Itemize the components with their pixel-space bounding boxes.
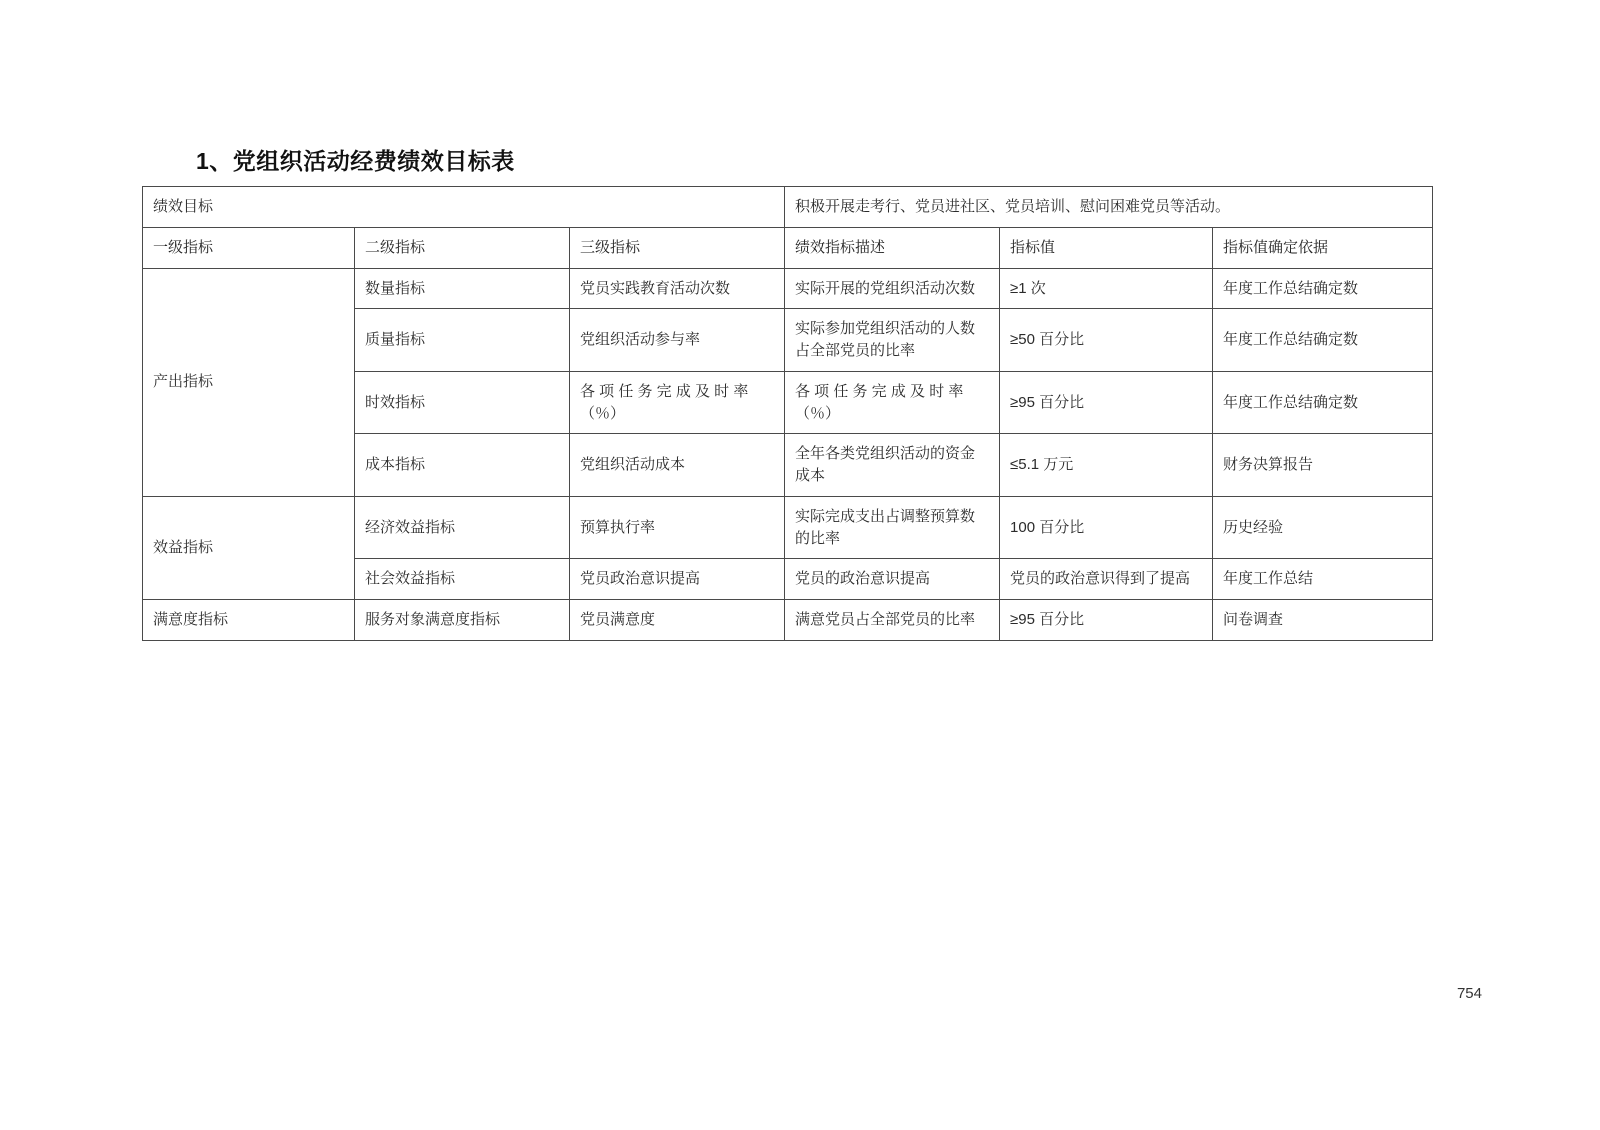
description-cell: 党员的政治意识提高	[785, 559, 1000, 600]
basis-cell: 年度工作总结确定数	[1213, 371, 1433, 434]
level3-cell: 党员满意度	[570, 600, 785, 641]
basis-cell: 年度工作总结	[1213, 559, 1433, 600]
value-cell: ≥1 次	[1000, 268, 1213, 309]
level2-cell: 服务对象满意度指标	[355, 600, 570, 641]
level2-cell: 质量指标	[355, 309, 570, 372]
table-row	[143, 496, 1433, 559]
table-row	[143, 600, 1433, 641]
level3-cell: 党组织活动成本	[570, 434, 785, 497]
column-header-description: 绩效指标描述	[785, 227, 1000, 268]
level3-cell: 各 项 任 务 完 成 及 时 率（％）	[570, 371, 785, 434]
column-header-level1: 一级指标	[143, 227, 355, 268]
level1-cell-output: 产出指标	[143, 268, 355, 496]
description-cell: 满意党员占全部党员的比率	[785, 600, 1000, 641]
value-cell: 党员的政治意识得到了提高	[1000, 559, 1213, 600]
basis-cell: 历史经验	[1213, 496, 1433, 559]
description-cell: 实际开展的党组织活动次数	[785, 268, 1000, 309]
page-number: 754	[1456, 985, 1482, 1002]
level3-cell: 预算执行率	[570, 496, 785, 559]
level3-cell: 党组织活动参与率	[570, 309, 785, 372]
column-header-level2: 二级指标	[355, 227, 570, 268]
basis-cell: 问卷调查	[1213, 600, 1433, 641]
table-header-row	[143, 227, 1433, 268]
goal-label-cell: 绩效目标	[143, 187, 785, 228]
column-header-value: 指标值	[1000, 227, 1213, 268]
description-cell: 全年各类党组织活动的资金成本	[785, 434, 1000, 497]
column-header-level3: 三级指标	[570, 227, 785, 268]
table-row-goal	[143, 187, 1433, 228]
table-row	[143, 268, 1433, 309]
value-cell: 100 百分比	[1000, 496, 1213, 559]
level1-cell-benefit: 效益指标	[143, 496, 355, 599]
level2-cell: 成本指标	[355, 434, 570, 497]
page-title: 1、党组织活动经费绩效目标表	[196, 148, 515, 174]
value-cell: ≥50 百分比	[1000, 309, 1213, 372]
level2-cell: 时效指标	[355, 371, 570, 434]
description-cell: 各 项 任 务 完 成 及 时 率（％）	[785, 371, 1000, 434]
level1-cell-satisfaction: 满意度指标	[143, 600, 355, 641]
level2-cell: 经济效益指标	[355, 496, 570, 559]
description-cell: 实际参加党组织活动的人数占全部党员的比率	[785, 309, 1000, 372]
level2-cell: 社会效益指标	[355, 559, 570, 600]
basis-cell: 财务决算报告	[1213, 434, 1433, 497]
goal-value-cell: 积极开展走考行、党员进社区、党员培训、慰问困难党员等活动。	[785, 187, 1433, 228]
basis-cell: 年度工作总结确定数	[1213, 268, 1433, 309]
description-cell: 实际完成支出占调整预算数的比率	[785, 496, 1000, 559]
level2-cell: 数量指标	[355, 268, 570, 309]
column-header-basis: 指标值确定依据	[1213, 227, 1433, 268]
level3-cell: 党员实践教育活动次数	[570, 268, 785, 309]
level3-cell: 党员政治意识提高	[570, 559, 785, 600]
performance-goal-table	[142, 186, 1433, 641]
value-cell: ≤5.1 万元	[1000, 434, 1213, 497]
value-cell: ≥95 百分比	[1000, 600, 1213, 641]
basis-cell: 年度工作总结确定数	[1213, 309, 1433, 372]
value-cell: ≥95 百分比	[1000, 371, 1213, 434]
